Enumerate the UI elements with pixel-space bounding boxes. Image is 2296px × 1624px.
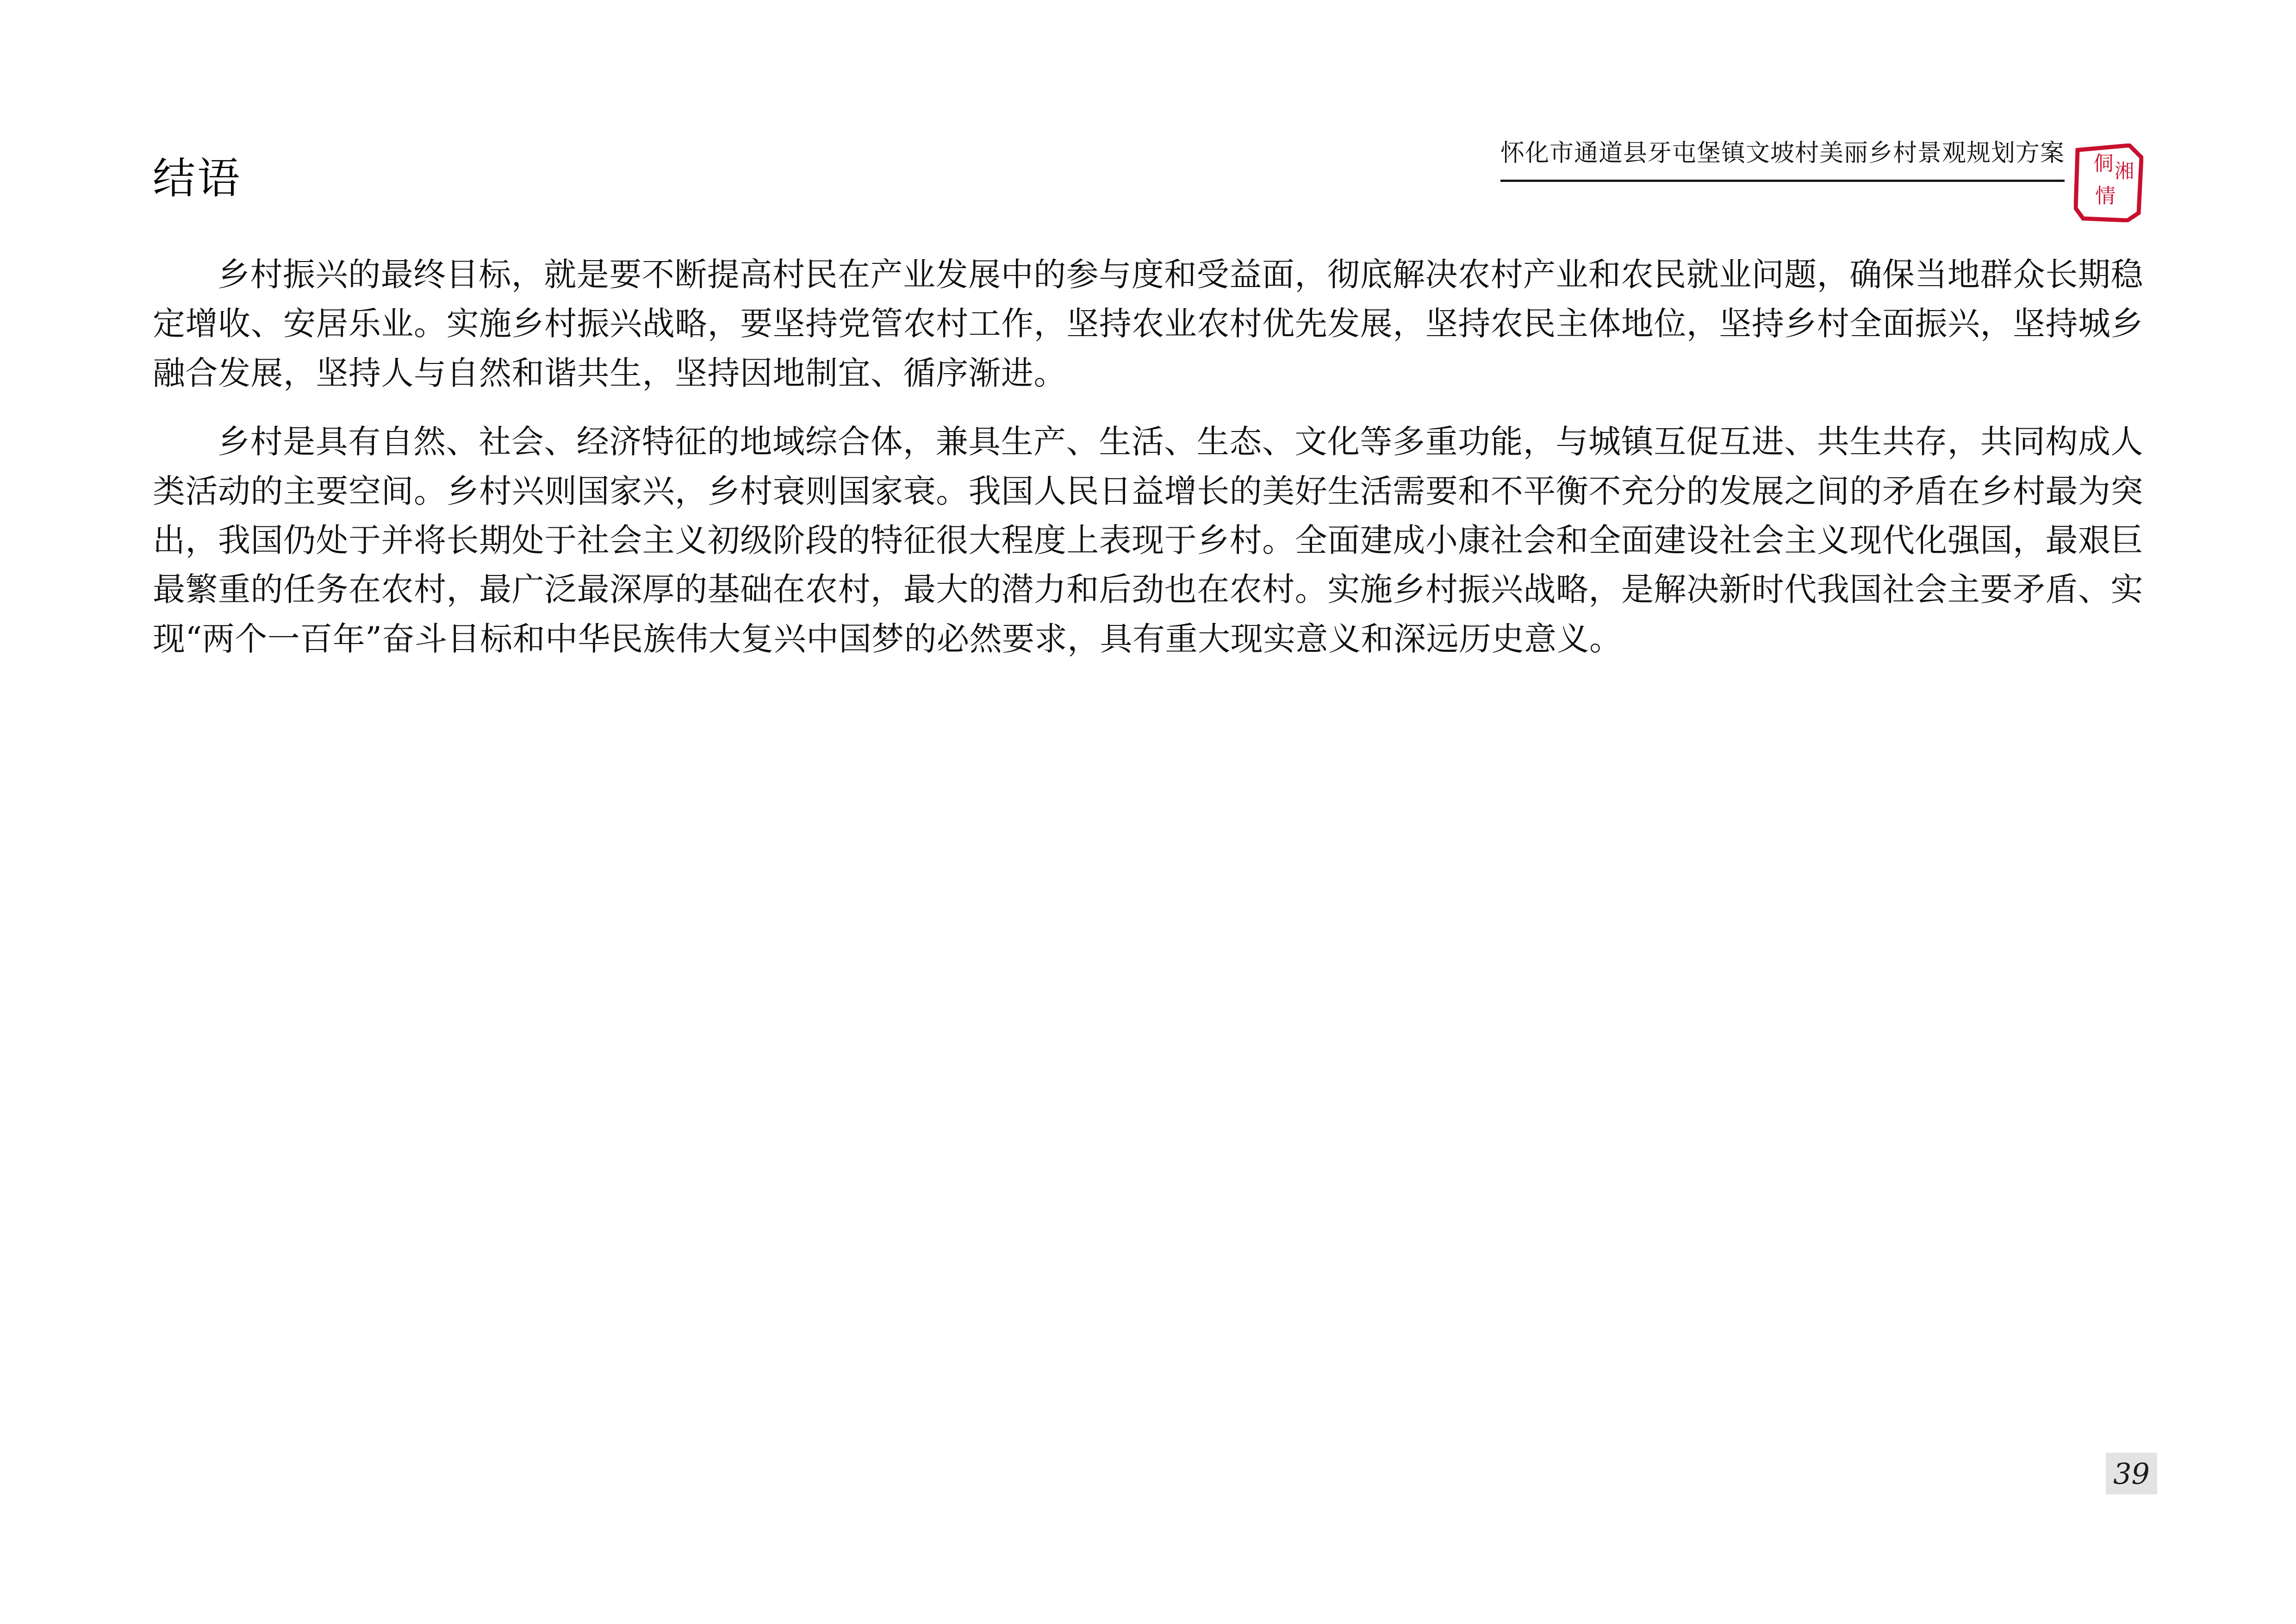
svg-text:湘: 湘 — [2115, 160, 2134, 182]
page-header — [153, 139, 2143, 231]
page-number: 39 — [2106, 1453, 2157, 1494]
paragraph: 乡村是具有自然、社会、经济特征的地域综合体，兼具生产、生活、生态、文化等多重功能，与城镇互促互进、共生共存，共同构成人类活动的主要空间。乡村兴则国家兴，乡村衰则国家衰。我国人民日益增长的美好生活需要和不平衡不充分的发展之间的矛盾在乡村最为突出，我国仍处于并将长期处于社会主义初级阶段的特征很大程度上表现于乡村。全面建成小康社会和全面建设社会主义现代化强国，最艰巨最繁重的任务在农村，最广泛最深厚的基础在农村，最大的潜力和后劲也在农村。实施乡村振兴战略，是解决新时代我国社会主要矛盾、实现“两个一百年”奋斗目标和中华民族伟大复兴中国梦的必然要求，具有重大现实意义和深远历史意义。 — [153, 423, 2143, 658]
paragraph: 乡村振兴的最终目标，就是要不断提高村民在产业发展中的参与度和受益面，彻底解决农村产业和农民就业问题，确保当地群众长期稳定增收、安居乐业。实施乡村振兴战略，要坚持党管农村工作，坚持农业农村优先发展，坚持农民主体地位，坚持乡村全面振兴，坚持城乡融合发展，坚持人与自然和谐共生，坚持因地制宜、循序渐进。 — [153, 256, 2143, 392]
document-body — [153, 250, 2143, 683]
seal-stamp-icon — [2074, 144, 2143, 222]
running-head-block — [1500, 139, 2065, 182]
running-head: 怀化市通道县牙屯堡镇文坡村美丽乡村景观规划方案 — [1500, 139, 2065, 167]
page-title: 结语 — [153, 154, 242, 203]
svg-text:侗: 侗 — [2093, 152, 2114, 175]
svg-text:情: 情 — [2095, 184, 2116, 208]
header-divider — [1500, 180, 2065, 182]
